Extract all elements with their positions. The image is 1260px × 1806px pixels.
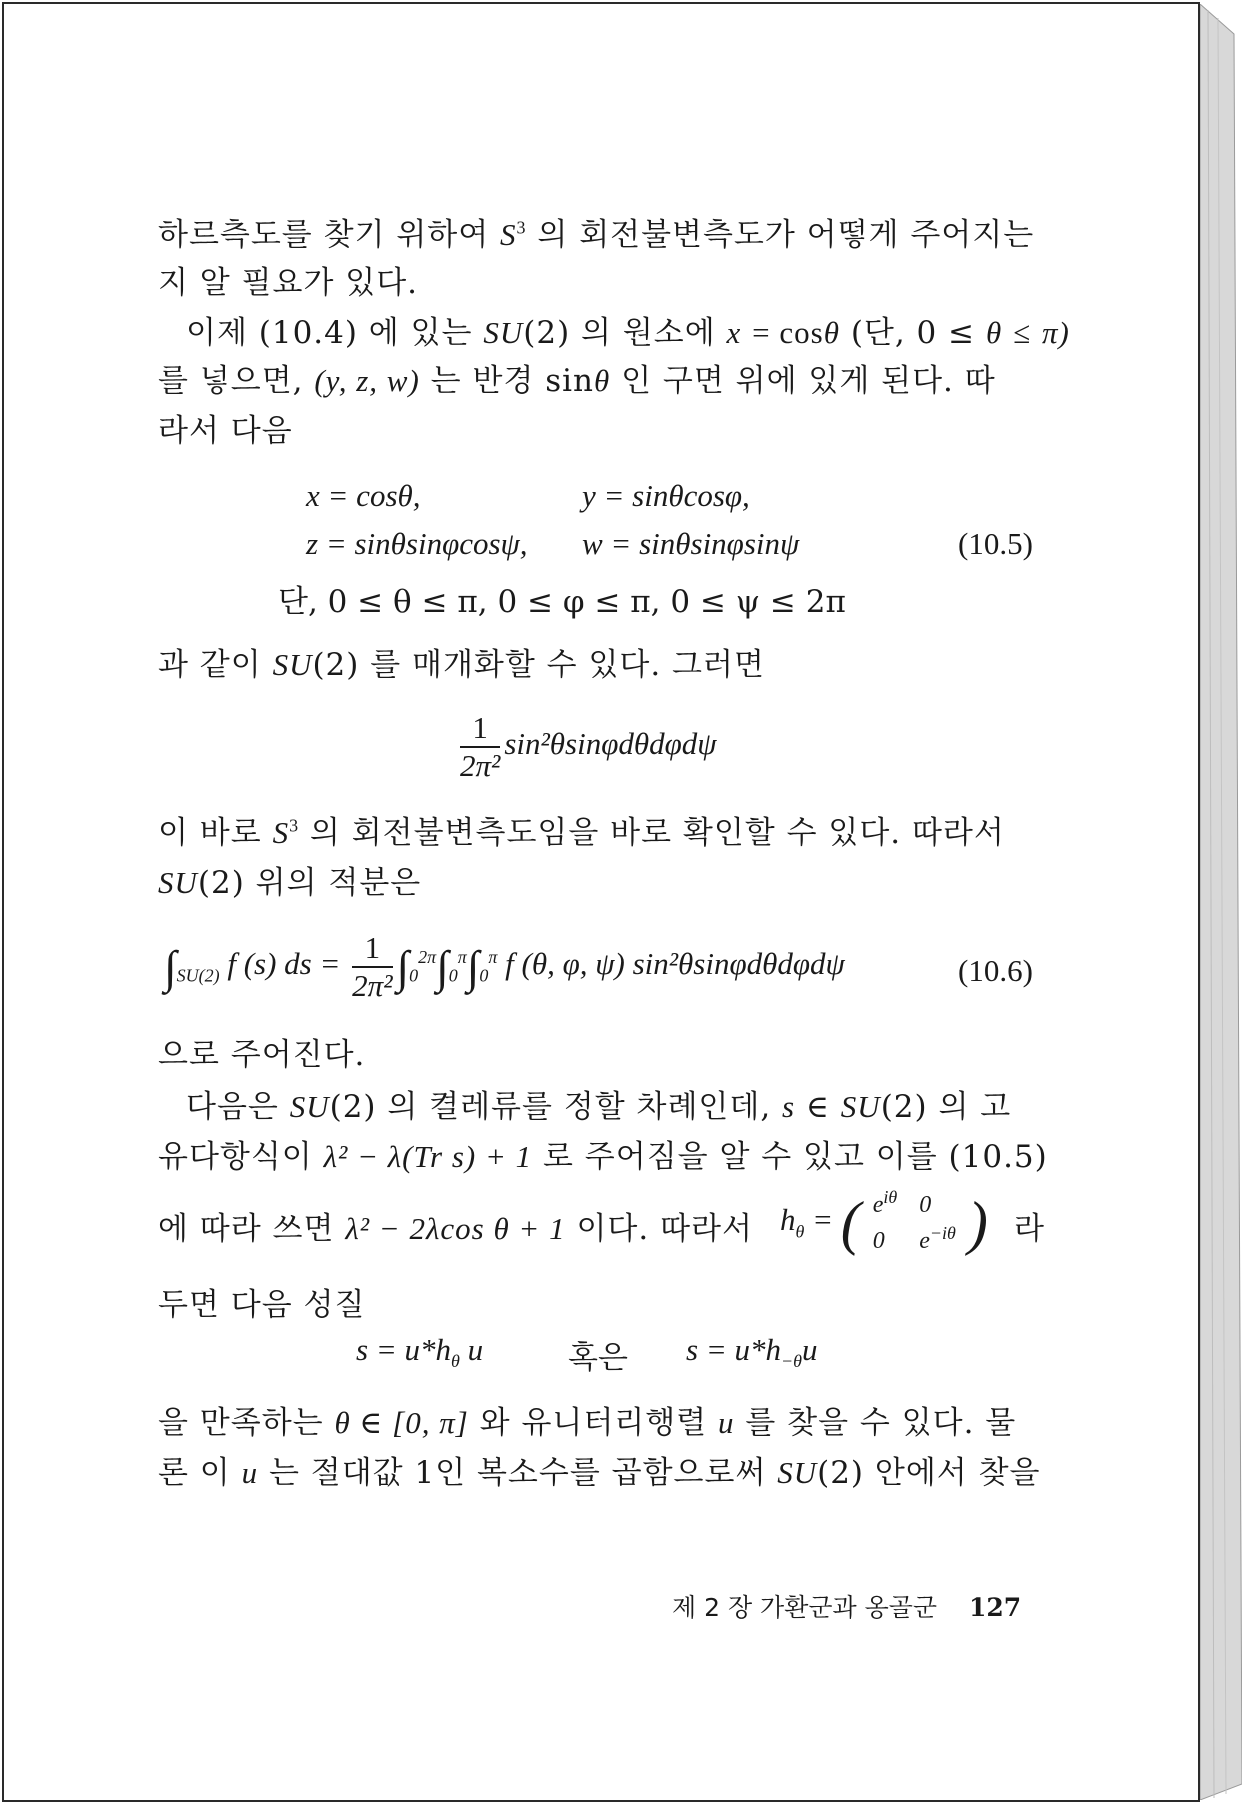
equation-integral: $\int_{SU(2)}$ f (s) ds = $\frac{1}{\text{2π²}}$ $\int_0^{2\pi}\int_0^\pi\int_0^\pi$ f (θ, φ, ψ) sin²θsinφdθdφdψ [164, 930, 845, 1003]
text: 라서 다음 [158, 413, 293, 449]
left-paren: ( [840, 1190, 861, 1256]
paragraph-line-12 [158, 1208, 753, 1250]
math-SU: SU [289, 1089, 330, 1124]
text: (2) 의 원소에 [523, 315, 716, 351]
equation-label-10-5: (10.5) [958, 526, 1033, 561]
math-u: u [718, 1405, 735, 1440]
text: 을 만족하는 [158, 1405, 324, 1441]
matrix: $e^{i\theta}$ 0 0 $e^{-i\theta}$ [872, 1187, 956, 1254]
paragraph-line-6 [158, 644, 765, 686]
equation-conditions: 단, 0 ≤ θ ≤ π, 0 ≤ φ ≤ π, 0 ≤ ψ ≤ 2π [278, 584, 846, 620]
text: 에 따라 쓰면 [158, 1211, 335, 1247]
text: 이제 (10.4) 에 있는 [186, 315, 473, 351]
right-paren: ) [967, 1190, 988, 1256]
text: 와 유니터리행렬 [479, 1405, 708, 1441]
math-theta: θ [594, 363, 611, 398]
equation-relation-right: $s = u*h_{-\theta}u$ [686, 1332, 818, 1372]
math-S: S [272, 815, 290, 850]
math-pi: π) [1041, 315, 1070, 350]
paragraph-line-8 [158, 862, 421, 904]
math-SU: SU [840, 1089, 881, 1124]
paragraph-line-2 [158, 262, 418, 304]
math-interval: θ ∈ [0, π] [334, 1405, 469, 1440]
math-vars: (y, z, w) [314, 363, 420, 398]
paragraph-line-14 [158, 1402, 1016, 1444]
page-footer [672, 1588, 1021, 1624]
math-char-poly: λ² − λ(Tr s) + 1 [323, 1139, 533, 1174]
text: 으로 주어진다. [158, 1037, 366, 1073]
equation-z: z = sinθsinφcosψ, [306, 526, 528, 561]
math-sup: 3 [516, 217, 527, 238]
math-S: S [500, 217, 517, 252]
text: 의 회전불변측도가 어떻게 주어지는 [537, 217, 1035, 253]
paragraph-line-1 [158, 214, 1034, 256]
text: (2) 의 고 [880, 1089, 1012, 1125]
text: (2) 안에서 찾을 [817, 1455, 1041, 1491]
math: ≤ [1013, 315, 1032, 350]
fraction: $\frac{1}{\text{2π²}}$ [352, 930, 393, 1003]
math-poly: λ² − 2λcos θ + 1 [345, 1211, 566, 1246]
text: 의 회전불변측도임을 바로 확인할 수 있다. 따라서 [309, 815, 1005, 851]
paragraph-line-9 [158, 1034, 365, 1076]
page-number: 127 [969, 1593, 1022, 1622]
math-s: s [782, 1089, 796, 1124]
paragraph-line-15 [158, 1452, 1040, 1494]
text: 로 주어짐을 알 수 있고 이를 (10.5) [543, 1139, 1048, 1175]
equation-x: x = cosθ, [306, 478, 421, 513]
text: 를 넣으면, [158, 363, 304, 399]
math: ∈ [805, 1089, 830, 1124]
paragraph-line-5 [158, 410, 293, 452]
chapter-title: 제 2 장 가환군과 옹골군 [672, 1593, 938, 1622]
math-SU: SU [272, 647, 313, 682]
equation-measure: $\frac{1}{\text{2π²}}$ sin²θsinφdθdφdψ [460, 710, 717, 783]
text: 과 같이 [158, 647, 262, 683]
text: (2) 의 켤레류를 정할 차례인데, [329, 1089, 772, 1125]
paragraph-line-10 [186, 1086, 1011, 1128]
text: 인 구면 위에 있게 된다. 따 [621, 363, 996, 399]
paragraph-line-7 [158, 812, 1005, 854]
fraction: $\frac{1}{\text{2π²}}$ [460, 710, 501, 783]
paragraph-line-12-end [1014, 1208, 1045, 1250]
equation-relation-left: $s = u*h_\theta$ u [356, 1332, 484, 1372]
text: 이 바로 [158, 815, 262, 851]
math-SU: SU [777, 1455, 818, 1490]
math-theta: θ [823, 315, 840, 350]
math-SU: SU [158, 865, 198, 900]
text: 지 알 필요가 있다. [158, 265, 419, 301]
text: 이다. 따라서 [576, 1211, 753, 1247]
text: (2) 를 매개화할 수 있다. 그러면 [312, 647, 765, 683]
integral-domain: SU(2) [176, 965, 220, 986]
math-u: u [241, 1455, 259, 1490]
paragraph-line-3 [186, 312, 1070, 354]
text: 론 이 [158, 1455, 231, 1491]
math-theta: θ [985, 315, 1003, 350]
text: 다음은 [186, 1089, 279, 1125]
equation-relation-or: 혹은 [568, 1340, 628, 1376]
text: 유다항식이 [158, 1139, 313, 1175]
equation-h-theta: $h_\theta$ = ( $e^{i\theta}$ 0 0 $e^{-i\theta}$ ) [780, 1186, 988, 1260]
text: 라 [1014, 1211, 1045, 1247]
paragraph-line-4 [158, 360, 996, 402]
text: 를 찾을 수 있다. 물 [745, 1405, 1017, 1441]
math-x: x [726, 315, 742, 350]
text: (단, 0 ≤ [850, 315, 976, 351]
math-SU: SU [483, 315, 524, 350]
math: = cos [752, 315, 824, 350]
text: (2) 위의 적분은 [197, 865, 422, 901]
text: 는 반경 sin [430, 363, 594, 399]
text: 두면 다음 성질 [158, 1287, 366, 1323]
equation-label-10-6: (10.6) [958, 953, 1033, 988]
equation-y: y = sinθcosφ, [582, 478, 750, 513]
paragraph-line-11 [158, 1136, 1048, 1178]
text: 하르측도를 찾기 위하여 [158, 217, 490, 253]
equation-w: w = sinθsinφsinψ [582, 526, 800, 561]
paragraph-line-13 [158, 1284, 365, 1326]
page-edge-shadow [1200, 4, 1242, 1800]
text: 는 절대값 1인 복소수를 곱함으로써 [268, 1455, 767, 1491]
math-sup: 3 [289, 815, 300, 836]
